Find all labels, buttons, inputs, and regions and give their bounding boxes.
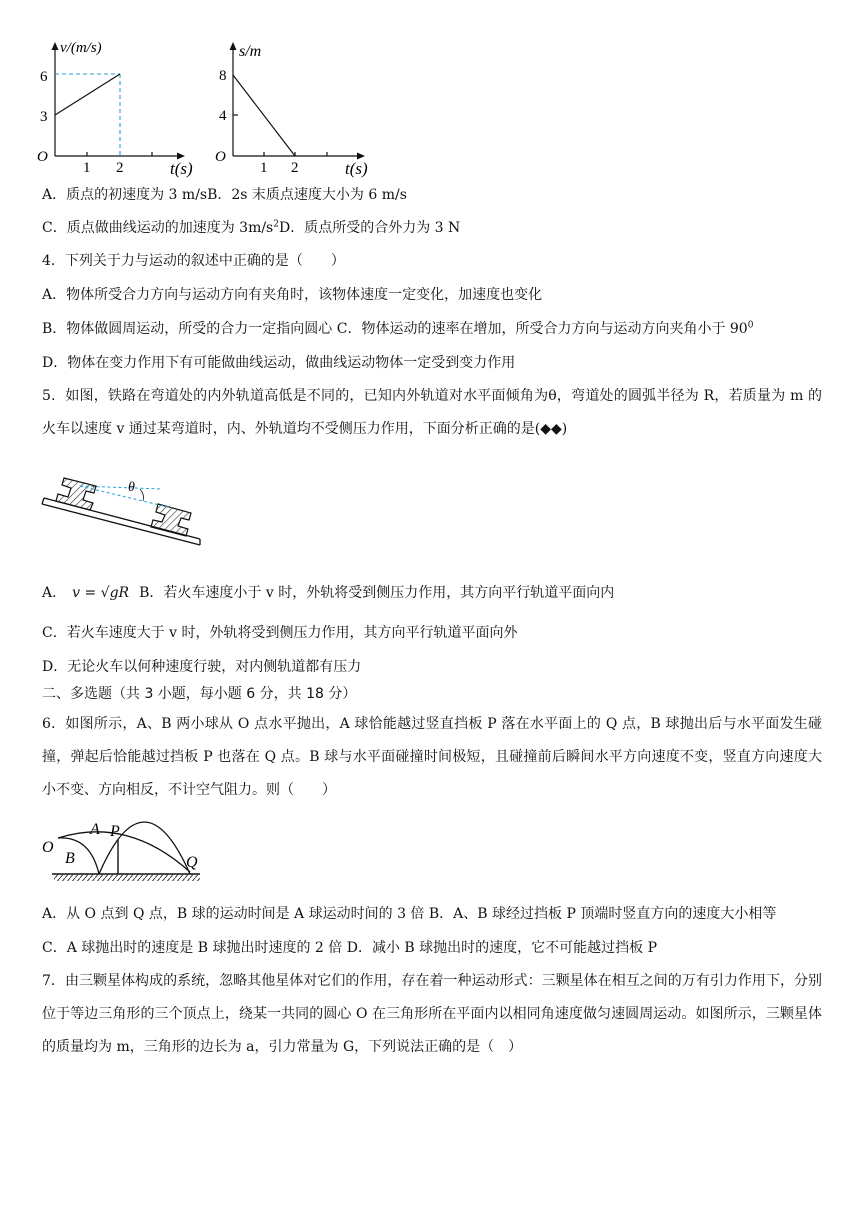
q3-option-c-sup: 2 xyxy=(273,219,279,230)
q3-option-ab: A．质点的初速度为 3 m/sB．2s 末质点速度大小为 6 m/s xyxy=(42,187,407,203)
vt-xtick-2: 2 xyxy=(116,160,124,176)
st-xlabel: t(s) xyxy=(345,159,368,178)
st-xtick-1: 1 xyxy=(260,160,268,176)
q5-option-d: D．无论火车以何种速度行驶，对内侧轨道都有压力 xyxy=(42,659,362,675)
theta-label: θ xyxy=(128,480,135,495)
point-o-label: O xyxy=(42,839,54,856)
q6-option-ab: A．从 O 点到 Q 点，B 球的运动时间是 A 球运动时间的 3 倍 B．A、B 球经过挡板 P 顶端时竖直方向的速度大小相等 xyxy=(42,906,777,922)
projectile-figure xyxy=(40,812,210,884)
q4-option-b: B．物体做圆周运动，所受的合力一定指向圆心 C．物体运动的速率在增加，所受合力方向与运动方向夹角小于 90 xyxy=(42,321,748,337)
q5-option-b: B．若火车速度小于 v 时，外轨将受到侧压力作用，其方向平行轨道平面向内 xyxy=(139,585,615,601)
ball-a-label: A xyxy=(90,821,100,838)
st-xtick-2: 2 xyxy=(291,160,299,176)
vt-ytick-3: 3 xyxy=(40,109,48,125)
st-ytick-8: 8 xyxy=(219,68,227,84)
q5-option-a-formula: v = √gR xyxy=(72,585,130,601)
q4-stem: 4．下列关于力与运动的叙述中正确的是（ ） xyxy=(42,253,345,269)
q3-option-c: C．质点做曲线运动的加速度为 3m/s xyxy=(42,220,274,236)
vt-ytick-6: 6 xyxy=(40,69,48,85)
vt-xtick-1: 1 xyxy=(83,160,91,176)
q6-stem: 6．如图所示，A、B 两小球从 O 点水平抛出，A 球恰能越过竖直挡板 P 落在水平面上的 Q 点，B 球抛出后与水平面发生碰撞，弹起后恰能越过挡板 P 也落在 Q 点。B 球与水平面碰撞时间极短，且碰撞前后瞬间水平方向速度不变，竖直方向速度大小不变、方向相反，不计空气阻力。则（ ） xyxy=(42,716,822,798)
st-ylabel: s/m xyxy=(239,43,262,60)
q5-option-c: C．若火车速度大于 v 时，外轨将受到侧压力作用，其方向平行轨道平面向外 xyxy=(42,625,518,641)
q3-option-cd xyxy=(42,218,460,238)
q4-option-a: A．物体所受合力方向与运动方向有夹角时，该物体速度一定变化，加速度也变化 xyxy=(42,287,543,303)
q3-option-d: D．质点所受的合外力为 3 N xyxy=(278,220,461,236)
vt-xlabel: t(s) xyxy=(170,159,193,178)
q4-option-d: D．物体在变力作用下有可能做曲线运动，做曲线运动物体一定受到变力作用 xyxy=(42,355,516,371)
section-multi-choice-title: 二、多选题（共 3 小题，每小题 6 分，共 18 分） xyxy=(42,686,357,702)
velocity-time-graph xyxy=(35,38,205,180)
displacement-time-graph xyxy=(215,38,385,180)
st-origin: O xyxy=(215,149,226,165)
q5-stem: 5．如图，铁路在弯道处的内外轨道高低是不同的，已知内外轨道对水平面倾角为θ，弯道处的圆弧半径为 R，若质量为 m 的火车以速度 v 通过某弯道时，内、外轨道均不受侧压力作用，下面分析正确的是(◆◆) xyxy=(42,388,822,437)
railway-track-figure xyxy=(40,470,205,555)
q6-option-cd: C．A 球抛出时的速度是 B 球抛出时速度的 2 倍 D．减小 B 球抛出时的速度，它不可能越过挡板 P xyxy=(42,940,657,956)
q7-stem: 7．由三颗星体构成的系统，忽略其他星体对它们的作用，存在着一种运动形式：三颗星体在相互之间的万有引力作用下，分别位于等边三角形的三个顶点上，绕某一共同的圆心 O 在三角形所在平面内以相同角速度做匀速圆周运动。如图所示，三颗星体的质量均为 m，三角形的边长为 a，引力常量为 G，下列说法正确的是（ ） xyxy=(42,973,822,1055)
vt-ylabel: v/(m/s) xyxy=(60,40,102,56)
q5-option-a-prefix: A． xyxy=(42,585,67,601)
st-ytick-4: 4 xyxy=(219,108,227,124)
ball-b-label: B xyxy=(65,850,75,867)
vt-origin: O xyxy=(37,149,48,165)
board-p-label: P xyxy=(110,823,120,840)
q4-option-b-sup: 0 xyxy=(747,320,754,331)
point-q-label: Q xyxy=(186,854,198,871)
q5-option-ab xyxy=(42,583,614,603)
q4-option-bc xyxy=(42,319,753,339)
